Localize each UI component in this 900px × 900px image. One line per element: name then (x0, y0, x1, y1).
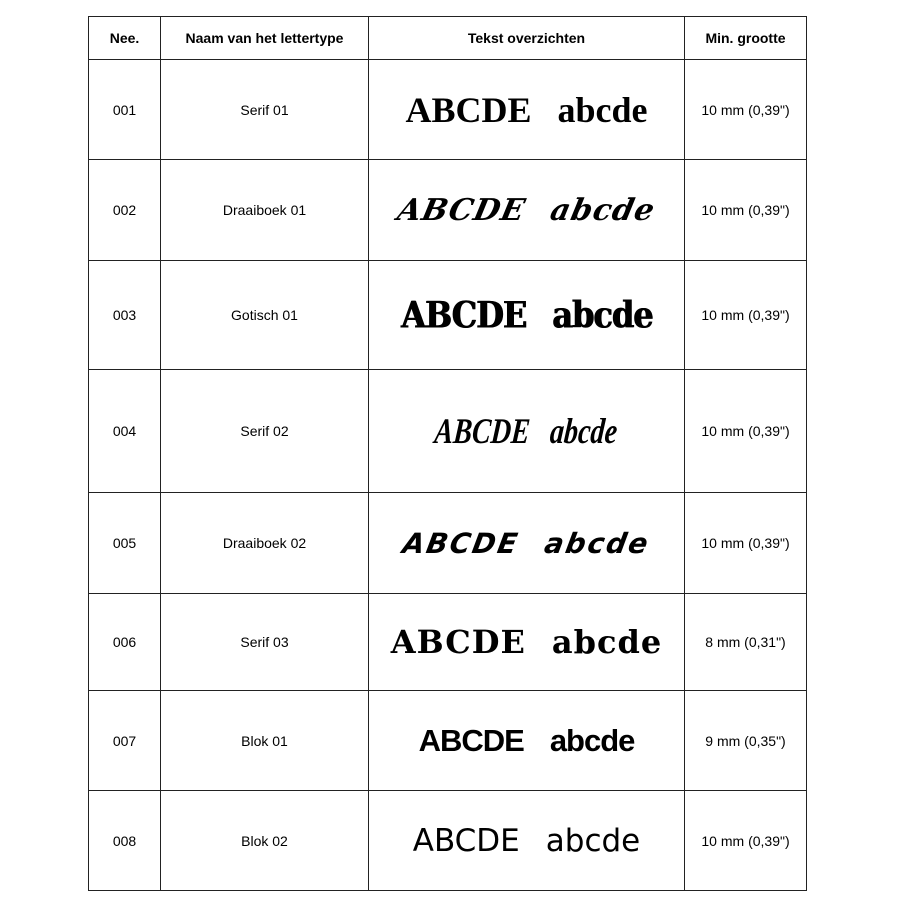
font-name: Serif 02 (161, 370, 369, 493)
table-row (89, 691, 807, 791)
row-number: 004 (89, 370, 161, 493)
column-header-font-name: Naam van het lettertype (161, 17, 369, 60)
font-sample (369, 493, 685, 594)
min-size: 10 mm (0,39") (685, 60, 807, 160)
font-name: Gotisch 01 (161, 261, 369, 370)
font-sample-text (401, 293, 652, 337)
font-sample-text (400, 527, 652, 560)
row-number: 005 (89, 493, 161, 594)
font-sample (369, 261, 685, 370)
sample-uppercase: ABCDE (412, 822, 520, 859)
font-sample-text (434, 410, 620, 452)
sample-uppercase: ABCDE (433, 411, 533, 451)
table-row (89, 594, 807, 691)
table-row (89, 160, 807, 261)
table-row (89, 60, 807, 160)
font-name: Draaiboek 01 (161, 160, 369, 261)
sample-uppercase: ABCDE (390, 623, 526, 661)
font-name: Blok 02 (161, 791, 369, 891)
font-sample-text (413, 823, 641, 859)
sample-uppercase: ABCDE (405, 89, 532, 130)
min-size: 10 mm (0,39") (685, 370, 807, 493)
column-header-text-sample: Tekst overzichten (369, 17, 685, 60)
sample-lowercase: abcde (549, 722, 635, 758)
font-name: Serif 03 (161, 594, 369, 691)
column-header-number: Nee. (89, 17, 161, 60)
font-name: Draaiboek 02 (161, 493, 369, 594)
sample-lowercase: abcde (557, 89, 648, 130)
font-name: Serif 01 (161, 60, 369, 160)
sample-lowercase: abcde (545, 822, 641, 859)
font-sample (369, 370, 685, 493)
min-size: 10 mm (0,39") (685, 160, 807, 261)
sample-uppercase: ABCDE (394, 192, 529, 228)
sample-lowercase: abcde (549, 411, 620, 451)
font-sample (369, 160, 685, 261)
sample-lowercase: abcde (542, 526, 653, 560)
table-row (89, 261, 807, 370)
table-row (89, 791, 807, 891)
font-sample-text (405, 89, 647, 131)
sample-uppercase: ABCDE (400, 293, 526, 337)
row-number: 006 (89, 594, 161, 691)
row-number: 007 (89, 691, 161, 791)
font-sample (369, 691, 685, 791)
font-sample (369, 594, 685, 691)
min-size: 8 mm (0,31") (685, 594, 807, 691)
font-sample (369, 791, 685, 891)
font-sample-text (419, 723, 635, 759)
font-sample (369, 60, 685, 160)
min-size: 10 mm (0,39") (685, 261, 807, 370)
row-number: 003 (89, 261, 161, 370)
row-number: 002 (89, 160, 161, 261)
sample-lowercase: abcde (551, 623, 663, 661)
row-number: 001 (89, 60, 161, 160)
sample-lowercase: abcde (551, 293, 653, 337)
font-sample-text (391, 623, 662, 661)
min-size: 10 mm (0,39") (685, 493, 807, 594)
font-overview-table (88, 16, 807, 891)
column-header-min-size: Min. grootte (685, 17, 807, 60)
min-size: 9 mm (0,35") (685, 691, 807, 791)
font-sample-text (394, 193, 658, 228)
sample-lowercase: abcde (547, 192, 659, 228)
sample-uppercase: ABCDE (400, 526, 523, 560)
row-number: 008 (89, 791, 161, 891)
table-row (89, 493, 807, 594)
min-size: 10 mm (0,39") (685, 791, 807, 891)
table-header-row (89, 17, 807, 60)
sample-uppercase: ABCDE (418, 722, 524, 758)
table-row (89, 370, 807, 493)
font-name: Blok 01 (161, 691, 369, 791)
